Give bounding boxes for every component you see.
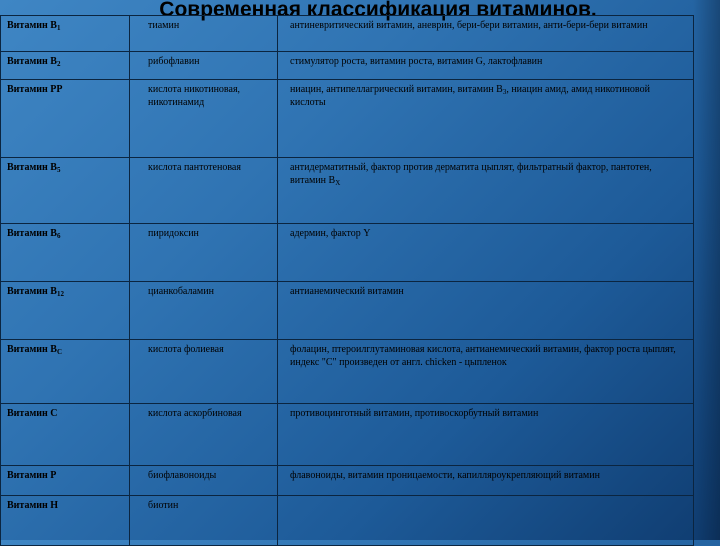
vitamin-name-cell: Витамин $B_2$ [1,52,130,80]
vitamin-name-cell: Витамин $B_C$ [1,340,130,404]
table-row [1,340,694,404]
table-row [1,224,694,282]
table-row [1,80,694,158]
page-title: Современная классификация витаминов. [159,0,597,21]
table-row [1,466,694,496]
chemical-name-cell: кислота аскорбиновая [130,404,278,466]
vitamin-table [0,15,694,546]
chemical-name-cell: кислота пантотеновая [130,158,278,224]
chemical-name-cell: биотин [130,496,278,546]
chemical-name-cell: тиамин [130,16,278,52]
vitamin-name-cell: Витамин H [1,496,130,546]
synonyms-cell [278,496,694,546]
synonyms-cell: адермин, фактор Y [278,224,694,282]
table-row [1,282,694,340]
synonyms-cell: стимулятор роста, витамин роста, витамин G, лактофлавин [278,52,694,80]
vitamin-name-cell: Витамин P [1,466,130,496]
vitamin-name-cell: Витамин $B_6$ [1,224,130,282]
synonyms-cell: противоцинготный витамин, противоскорбутный витамин [278,404,694,466]
chemical-name-cell: кислота никотиновая, никотинамид [130,80,278,158]
table-row [1,52,694,80]
vitamin-name-cell: Витамин PP [1,80,130,158]
synonyms-cell: антиневритический витамин, аневрин, бери-бери витамин, анти-бери-бери витамин [278,16,694,52]
table-row [1,496,694,546]
synonyms-cell: фолацин, птероилглутаминовая кислота, антианемический витамин, фактор роста цыплят, индекс "С" произведен от англ. chicken - цыпленок [278,340,694,404]
vitamin-name-cell: Витамин $B_{12}$ [1,282,130,340]
table-row [1,16,694,52]
synonyms-cell: антидерматитный, фактор против дерматита цыплят, фильтратный фактор, пантотен, витамин $B_X$ [278,158,694,224]
table-row [1,158,694,224]
table-row [1,404,694,466]
chemical-name-cell: рибофлавин [130,52,278,80]
vitamin-name-cell: Витамин C [1,404,130,466]
synonyms-cell: антианемический витамин [278,282,694,340]
chemical-name-cell: кислота фолиевая [130,340,278,404]
chemical-name-cell: биофлавоноиды [130,466,278,496]
chemical-name-cell: пиридоксин [130,224,278,282]
chemical-name-cell: цианкобаламин [130,282,278,340]
vitamin-name-cell: Витамин $B_1$ [1,16,130,52]
synonyms-cell: флавоноиды, витамин проницаемости, капилляроукрепляющий витамин [278,466,694,496]
synonyms-cell: ниацин, антипеллагрический витамин, витамин $B_3$, ниацин амид, амид никотиновой кислоты [278,80,694,158]
right-edge-shadow [693,0,720,540]
vitamin-name-cell: Витамин $B_5$ [1,158,130,224]
